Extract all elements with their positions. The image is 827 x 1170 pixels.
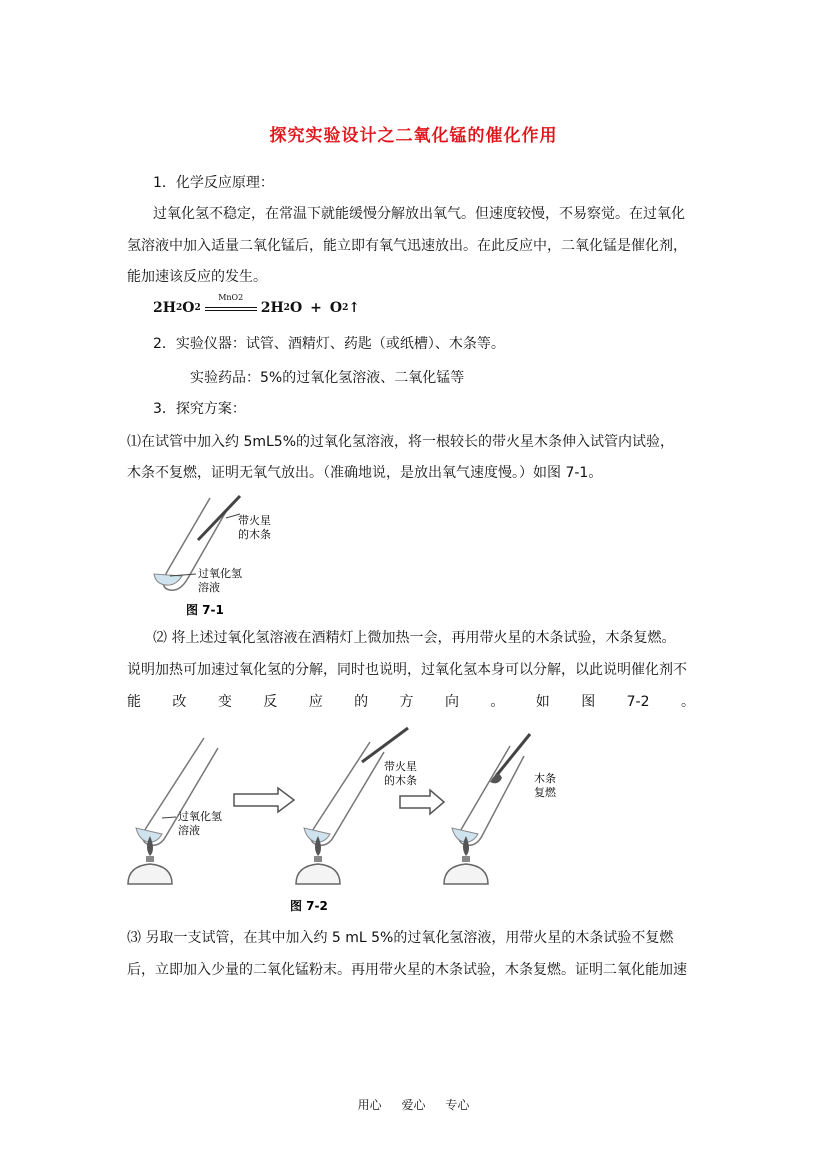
fig2-label-splint-2: 的木条 (384, 774, 417, 787)
paragraph-line: ⑴在试管中加入约 5mL5%的过氧化氢溶液，将一根较长的带火星木条伸入试管内试验， (127, 434, 675, 450)
fig1-label-solution-2: 溶液 (198, 581, 220, 594)
instruments-line: 2．实验仪器：试管、酒精灯、药匙（或纸槽）、木条等。 (153, 336, 505, 352)
splint-icon (496, 734, 530, 776)
fig1-caption: 图 7-1 (186, 603, 224, 617)
page-title: 探究实验设计之二氧化锰的催化作用 (269, 126, 558, 146)
spaced-line: 能 改 变 反 应 的 方 向 。 如 图 7-2 。 (127, 694, 695, 710)
figure-7-1 (140, 490, 300, 620)
alcohol-lamp-icon (128, 836, 172, 884)
fig1-label-splint-2: 的木条 (238, 528, 271, 541)
arrow-right-icon (234, 788, 294, 812)
fig2-label-solution-1: 过氧化氢 (178, 810, 222, 823)
test-tube-icon (304, 742, 384, 845)
chemical-equation: 2H 2 O 2 MnO2 2H 2 O + O 2 ↑ (153, 293, 361, 316)
page-footer: 用心 爱心 专心 (357, 1098, 470, 1112)
fig2-caption: 图 7-2 (290, 899, 328, 913)
splint-icon (198, 496, 240, 540)
fig2-label-solution-2: 溶液 (178, 824, 200, 837)
fig2-label-splint-1: 带火星 (384, 760, 417, 773)
fig1-label-splint-1: 带火星 (238, 514, 271, 527)
alcohol-lamp-icon (444, 836, 488, 884)
fig2-label-relight-1: 木条 (534, 772, 556, 785)
paragraph-line: 木条不复燃，证明无氧气放出。（准确地说，是放出氧气速度慢。）如图 7-1。 (127, 465, 603, 481)
paragraph-line: 能加速该反应的发生。 (127, 269, 267, 285)
paragraph-line: 后，立即加入少量的二氧化锰粉末。再用带火星的木条试验，木条复燃。证明二氧化能加速 (127, 962, 687, 978)
arrow-right-icon (400, 790, 444, 814)
paragraph-line: 说明加热可加速过氧化氢的分解，同时也说明，过氧化氢本身可以分解，以此说明催化剂不 (127, 662, 687, 678)
paragraph-line: 氢溶液中加入适量二氧化锰后，能立即有氧气迅速放出。在此反应中，二氧化锰是催化剂， (127, 238, 687, 254)
fig2-label-relight-2: 复燃 (534, 786, 556, 799)
reaction-condition: MnO2 (205, 305, 257, 311)
test-tube-icon (452, 746, 524, 845)
figure-7-2 (118, 724, 578, 919)
section1-heading: 1．化学反应原理： (153, 175, 274, 191)
alcohol-lamp-icon (296, 836, 340, 884)
reagents-line: 实验药品：5%的过氧化氢溶液、二氧化锰等 (190, 370, 465, 386)
paragraph-line: ⑵ 将上述过氧化氢溶液在酒精灯上微加热一会，再用带火星的木条试验，木条复燃。 (153, 630, 676, 646)
paragraph-line: 过氧化氢不稳定，在常温下就能缓慢分解放出氧气。但速度较慢，不易察觉。在过氧化 (153, 206, 685, 222)
fig1-label-solution-1: 过氧化氢 (198, 567, 242, 580)
test-tube-icon (136, 738, 218, 845)
paragraph-line: ⑶ 另取一支试管，在其中加入约 5 mL 5%的过氧化氢溶液，用带火星的木条试验不复燃 (127, 930, 674, 946)
section3-heading: 3．探究方案： (153, 401, 246, 417)
